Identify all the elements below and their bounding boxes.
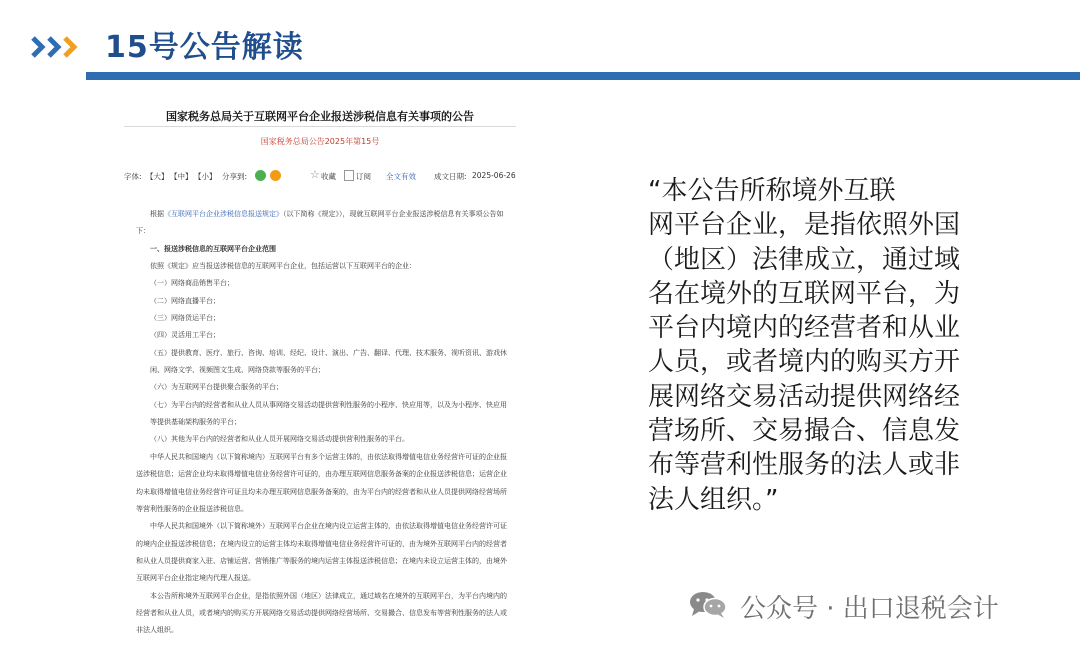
slide-title: 15号公告解读 bbox=[105, 30, 304, 65]
font-size-medium-link[interactable]: 【中】 bbox=[170, 172, 193, 181]
list-item: （二）网络直播平台； bbox=[150, 296, 220, 305]
star-icon[interactable]: ☆ bbox=[310, 168, 320, 181]
list-item: （三）网络货运平台； bbox=[150, 314, 220, 323]
quote-line: 布等营利性服务的法人或非 bbox=[648, 450, 961, 481]
quote-line: 平台内境内的经营者和从业 bbox=[648, 313, 961, 344]
quote-line: 营场所、交易撮合、信息发 bbox=[648, 416, 961, 447]
section-heading: 一、报送涉税信息的互联网平台企业范围 bbox=[150, 244, 276, 253]
quote-line: 网平台企业，是指依照外国 bbox=[648, 210, 961, 241]
watermark bbox=[688, 586, 1068, 622]
quote-line: 法人组织。” bbox=[648, 484, 779, 515]
font-size-small-link[interactable]: 【小】 bbox=[194, 172, 217, 181]
domestic-paragraph: 中华人民共和国境内（以下简称境内）互联网平台有多个运营主体的，由依法取得增值电信业务经营许可证的企业报送涉税信息；运营企业均未取得增值电信业务经营许可证的，由办理互联网信息服务备案的企业报送涉税信息；运营企业均未取得增值电信业务经营许可证且均未办理互联网信息服务备案的，由为平台内的经营者和从业人员提供网络经营场所等营利性服务的企业报送涉税信息。 bbox=[136, 452, 507, 513]
list-item: （四）灵活用工平台； bbox=[150, 331, 220, 340]
list-item: （七）为平台内的经营者和从业人员从事网络交易活动提供营利性服务的小程序、快应用等，以及为小程序、快应用等提供基础架构服务的平台； bbox=[150, 400, 507, 427]
quote-line: （地区）法律成立，通过域 bbox=[648, 244, 961, 275]
favorite-link[interactable]: 收藏 bbox=[321, 172, 336, 181]
title-divider bbox=[86, 72, 1080, 80]
font-size-large-link[interactable]: 【大】 bbox=[146, 172, 169, 181]
date-label: 成文日期: bbox=[434, 172, 467, 181]
regulation-link[interactable]: 《互联网平台企业涉税信息报送规定》 bbox=[164, 210, 283, 218]
document-toolbar bbox=[124, 170, 516, 184]
wechat-logo-icon bbox=[688, 590, 728, 618]
list-item: （八）其他为平台内的经营者和从业人员开展网络交易活动提供营利性服务的平台。 bbox=[150, 435, 409, 444]
validity-status: 全文有效 bbox=[386, 172, 416, 181]
quote-line: “本公告所称境外互联 bbox=[648, 176, 896, 206]
quote-line: 名在境外的互联网平台，为 bbox=[648, 278, 961, 309]
list-item: （五）提供教育、医疗、旅行、咨询、培训、经纪、设计、演出、广告、翻译、代理、技术服务、视听资讯、游戏休闲、网络文学、视频图文生成、网络贷款等服务的平台； bbox=[150, 348, 507, 375]
definition-paragraph: 本公告所称境外互联网平台企业，是指依照外国（地区）法律成立，通过域名在境外的互联网平台，为平台内境内的经营者和从业人员，或者境内的购买方开展网络交易活动提供网络经营场所、交易撮合、信息发布等营利性服务的法人或非法人组织。 bbox=[136, 591, 507, 635]
wechat-share-icon[interactable] bbox=[255, 170, 266, 181]
document-number: 国家税务总局公告2025年第15号 bbox=[260, 137, 380, 146]
document-title: 国家税务总局关于互联网平台企业报送涉税信息有关事项的公告 bbox=[166, 110, 474, 123]
watermark-text: 公众号 · 出口退税会计 bbox=[740, 594, 999, 624]
subscribe-icon[interactable] bbox=[344, 170, 354, 181]
subscribe-link[interactable]: 订阅 bbox=[356, 172, 371, 181]
chevron-arrows-icon bbox=[30, 34, 84, 60]
foreign-paragraph: 中华人民共和国境外（以下简称境外）互联网平台企业在境内设立运营主体的，由依法取得增值电信业务经营许可证的境内企业报送涉税信息；在境内设立的运营主体均未取得增值电信业务经营许可证的，由为境外互联网平台内的经营者和从业人员提供商家入驻、店铺运营、营销推广等服务的境内运营主体报送涉税信息；在境内未设立运营主体的，由境外互联网平台企业指定境内代理人报送。 bbox=[136, 522, 507, 583]
share-label: 分享到: bbox=[222, 172, 248, 181]
document-date: 2025-06-26 bbox=[472, 171, 516, 180]
document-divider bbox=[124, 126, 516, 127]
section-intro: 依照《规定》应当报送涉税信息的互联网平台企业，包括运营以下互联网平台的企业： bbox=[150, 262, 416, 271]
list-item: （一）网络商品销售平台； bbox=[150, 279, 234, 288]
document-body bbox=[136, 206, 510, 636]
quote-line: 人员，或者境内的购买方开 bbox=[648, 347, 961, 378]
intro-paragraph: 根据《互联网平台企业涉税信息报送规定》（以下简称《规定》），现就互联网平台企业报送涉税信息有关事项公告如下： bbox=[136, 210, 504, 236]
announcement-document bbox=[124, 96, 516, 636]
font-size-label: 字体: bbox=[124, 172, 142, 181]
quote-line: 展网络交易活动提供网络经 bbox=[648, 381, 961, 412]
list-item: （六）为互联网平台提供聚合服务的平台； bbox=[150, 383, 283, 392]
highlight-quote bbox=[648, 174, 1008, 517]
weibo-share-icon[interactable] bbox=[270, 170, 281, 181]
